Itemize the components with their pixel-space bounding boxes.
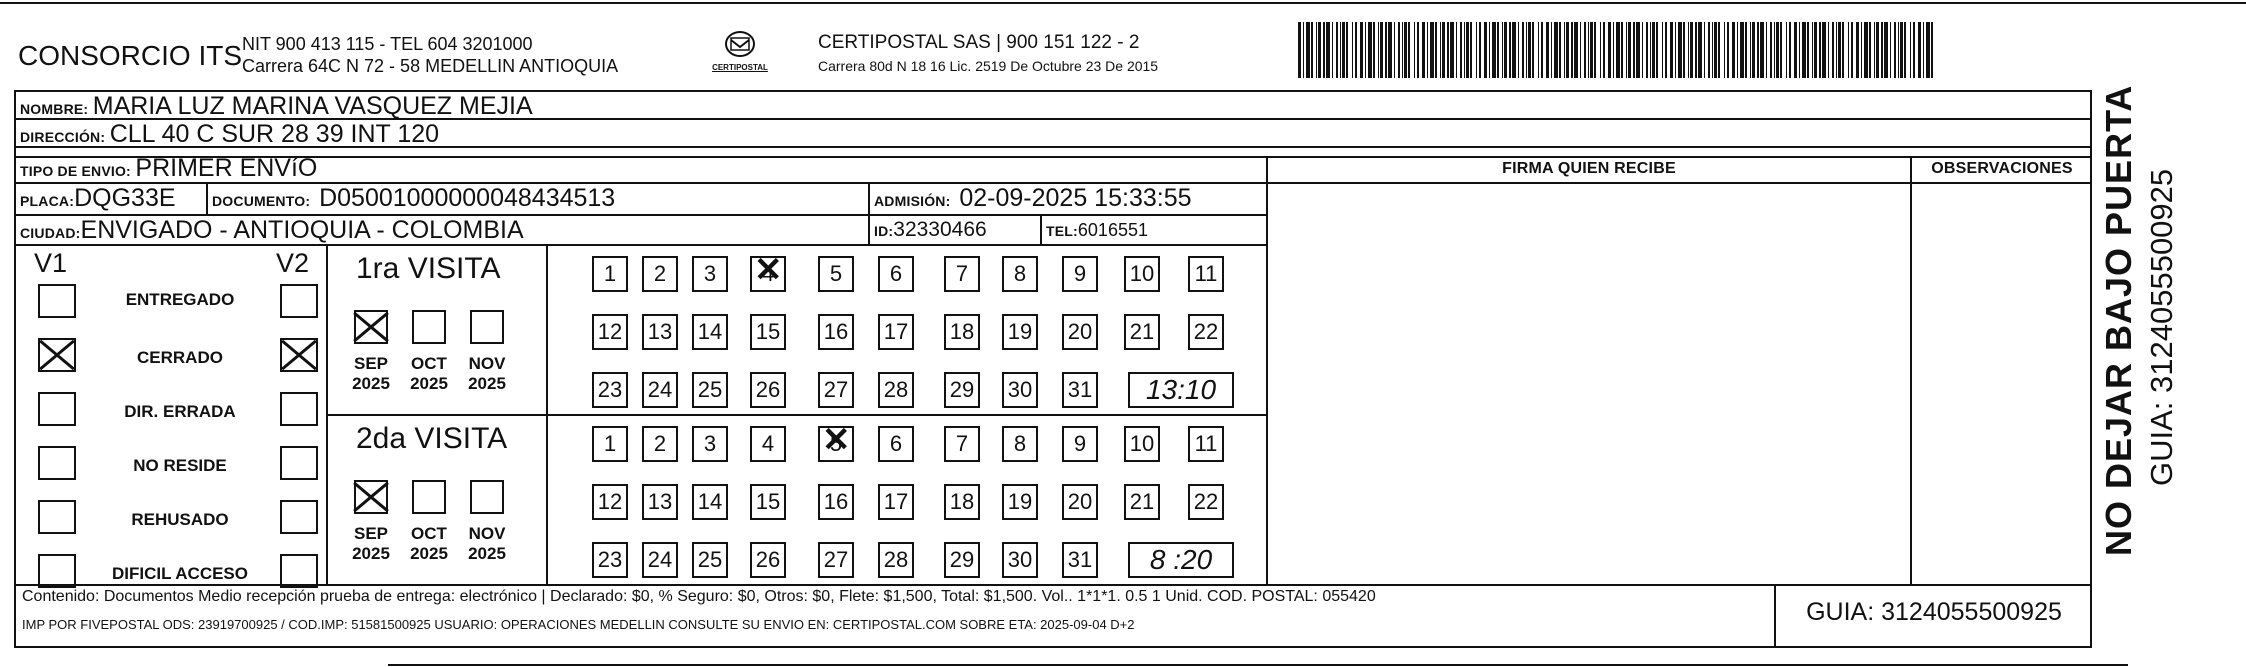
v1-label: V1 [34,248,68,278]
admision-value: 02-09-2025 15:33:55 [959,184,1192,212]
day-box[interactable]: 7 [944,256,980,292]
day-box[interactable]: 10 [1124,426,1160,462]
day-box[interactable]: 30 [1002,372,1038,408]
day-box[interactable]: 30 [1002,542,1038,578]
day-box[interactable]: 23 [592,542,628,578]
day-box[interactable]: 11 [1188,426,1224,462]
day-box[interactable]: 17 [878,484,914,520]
month-label: SEP 2025 [352,524,390,563]
nombre-row [20,92,533,121]
company-nit: NIT 900 413 115 - TEL 604 3201000 [242,34,533,54]
v2-checkbox[interactable] [280,500,318,534]
v1-checkbox[interactable] [38,284,76,318]
status-label: NO RESIDE [133,456,227,475]
logo-label: CERTIPOSTAL [712,63,768,72]
certipostal-line2: Carrera 80d N 18 16 Lic. 2519 De Octubre 23 De 2015 [818,58,1159,74]
footer-imp: IMP POR FIVEPOSTAL ODS: 23919700925 / COD.IMP: 51581500925 USUARIO: OPERACIONES MEDELLIN CONSULTE SU ENVIO EN: CERTIPOSTAL.COM SOBRE ETA: 2025-09-04 D+2 [22,617,1135,632]
signature-area[interactable] [1268,184,1910,582]
day-box[interactable]: 18 [944,314,980,350]
day-box[interactable]: 24 [642,372,678,408]
day-box[interactable]: 25 [692,542,728,578]
month-checkbox[interactable] [354,310,388,344]
v2-checkbox[interactable] [280,554,318,588]
day-box[interactable]: 27 [818,542,854,578]
day-box[interactable]: 21 [1124,314,1160,350]
day-box[interactable]: 5 [818,256,854,292]
month-checkbox[interactable] [470,480,504,514]
day-box[interactable]: 28 [878,542,914,578]
status-label: CERRADO [137,348,223,367]
company-name: CONSORCIO ITS [18,40,243,71]
day-box[interactable]: 10 [1124,256,1160,292]
day-box[interactable]: 13 [642,314,678,350]
day-box[interactable]: 3 [692,426,728,462]
tipo-value: PRIMER ENVíO [135,154,318,182]
status-label: DIR. ERRADA [124,402,236,421]
documento-row [212,184,615,213]
day-box[interactable]: 20 [1062,314,1098,350]
visit-title: 1ra VISITA [356,252,501,285]
day-box[interactable]: 21 [1124,484,1160,520]
day-box[interactable]: 11 [1188,256,1224,292]
day-box[interactable]: 14 [692,484,728,520]
documento-label: DOCUMENTO: [212,193,311,209]
ciudad-label: CIUDAD: [20,225,81,241]
v2-checkbox[interactable] [280,446,318,480]
tel-row [1046,220,1148,241]
placa-label: PLACA: [20,193,75,209]
visit-title: 2da VISITA [356,422,508,455]
day-box[interactable]: 31 [1062,372,1098,408]
direccion-value: CLL 40 C SUR 28 39 INT 120 [109,120,440,148]
day-box[interactable]: 16 [818,314,854,350]
envelope-icon [723,30,757,58]
day-box[interactable]: 19 [1002,314,1038,350]
day-box[interactable]: 9 [1062,426,1098,462]
day-box[interactable]: 29 [944,372,980,408]
day-box[interactable]: 6 [878,426,914,462]
v1-checkbox[interactable] [38,446,76,480]
day-box[interactable]: 25 [692,372,728,408]
day-box[interactable]: 9 [1062,256,1098,292]
month-label: OCT 2025 [410,354,448,393]
day-box[interactable]: 22 [1188,484,1224,520]
company-address: Carrera 64C N 72 - 58 MEDELLIN ANTIOQUIA [242,56,619,76]
month-label: OCT 2025 [410,524,448,563]
day-box[interactable]: 12 [592,484,628,520]
placa-row [20,184,176,213]
nombre-value: MARIA LUZ MARINA VASQUEZ MEJIA [92,92,533,120]
day-box[interactable]: 7 [944,426,980,462]
day-box[interactable]: 28 [878,372,914,408]
v2-checkbox[interactable] [280,392,318,426]
certipostal-logo [710,30,770,72]
certipostal-line1: CERTIPOSTAL SAS | 900 151 122 - 2 [818,32,1140,53]
day-box[interactable]: 22 [1188,314,1224,350]
direccion-label: DIRECCIÓN: [20,129,106,145]
month-label: NOV 2025 [468,354,506,393]
footer-guia: GUIA: 3124055500925 [1806,598,2062,626]
v2-checkbox[interactable] [280,284,318,318]
v1-checkbox[interactable] [38,338,76,372]
month-checkbox[interactable] [354,480,388,514]
status-label: ENTREGADO [125,290,235,309]
day-box[interactable]: 1 [592,426,628,462]
direccion-row [20,120,439,149]
day-box[interactable]: 19 [1002,484,1038,520]
visit-time: 8 :20 [1128,542,1234,578]
admision-row [874,184,1192,213]
side-guia: GUIA: 3124055500925 [2144,168,2179,486]
day-box[interactable]: 24 [642,542,678,578]
day-box[interactable]: 14 [692,314,728,350]
month-label: SEP 2025 [352,354,390,393]
documento-value: D050010000000484345​13 [319,184,616,212]
day-box[interactable]: 17 [878,314,914,350]
day-box[interactable]: 5 ✕ [818,426,854,462]
tel-value: 6016551 [1077,220,1148,240]
observaciones-label: OBSERVACIONES [1931,160,2073,177]
firma-label: FIRMA QUIEN RECIBE [1502,160,1676,177]
nombre-label: NOMBRE: [20,101,89,117]
day-box[interactable]: 31 [1062,542,1098,578]
day-box[interactable]: 6 [878,256,914,292]
day-box[interactable]: 23 [592,372,628,408]
day-box[interactable]: 2 [642,256,678,292]
day-box[interactable]: 15 [750,314,786,350]
month-checkbox[interactable] [470,310,504,344]
day-box[interactable]: 12 [592,314,628,350]
v1-checkbox[interactable] [38,554,76,588]
side-no-dejar: NO DEJAR BAJO PUERTA [2098,84,2139,556]
placa-value: DQG33E [74,184,176,212]
footer-contenido: Contenido: Documentos Medio recepción prueba de entrega: electrónico | Declarado: $0, % Seguro: $0, Otros: $0, Flete: $1,500, Total: $1,500. Vol.. 1*1*1. 0.5 1 Unid. COD. POSTAL: 055420 [22,588,1376,605]
status-label: REHUSADO [131,510,229,529]
day-box[interactable]: 4 [750,426,786,462]
day-box[interactable]: 26 [750,372,786,408]
id-row [874,218,987,242]
v2-checkbox[interactable] [280,338,318,372]
tipo-row [20,154,317,183]
bottom-edge-line [388,664,2128,666]
id-label: ID: [874,223,894,239]
status-label: DIFICIL ACCESO [111,564,248,583]
day-box[interactable]: 16 [818,484,854,520]
tel-label: TEL: [1046,223,1078,239]
observations-area[interactable] [1912,184,2090,582]
ciudad-value: ENVIGADO - ANTIOQUIA - COLOMBIA [80,216,524,244]
visit-time: 13:10 [1128,372,1234,408]
id-value: 32330466 [893,218,987,241]
v1-checkbox[interactable] [38,500,76,534]
day-box[interactable]: 1 [592,256,628,292]
month-label: NOV 2025 [468,524,506,563]
top-edge-line [0,2,2246,4]
day-box[interactable]: 8 [1002,426,1038,462]
day-box[interactable]: 15 [750,484,786,520]
day-box[interactable]: 8 [1002,256,1038,292]
day-box[interactable]: 29 [944,542,980,578]
v1-checkbox[interactable] [38,392,76,426]
day-box[interactable]: 13 [642,484,678,520]
day-box[interactable]: 20 [1062,484,1098,520]
tipo-label: TIPO DE ENVIO: [20,163,131,179]
month-checkbox[interactable] [412,310,446,344]
barcode [1298,22,1938,78]
day-box[interactable]: 26 [750,542,786,578]
ciudad-row [20,216,524,245]
day-box[interactable]: 18 [944,484,980,520]
admision-label: ADMISIÓN: [874,193,951,209]
day-box[interactable]: 2 [642,426,678,462]
month-checkbox[interactable] [412,480,446,514]
day-box[interactable]: 4 ✕ [750,256,786,292]
v2-label: V2 [276,248,310,278]
day-box[interactable]: 3 [692,256,728,292]
day-box[interactable]: 27 [818,372,854,408]
